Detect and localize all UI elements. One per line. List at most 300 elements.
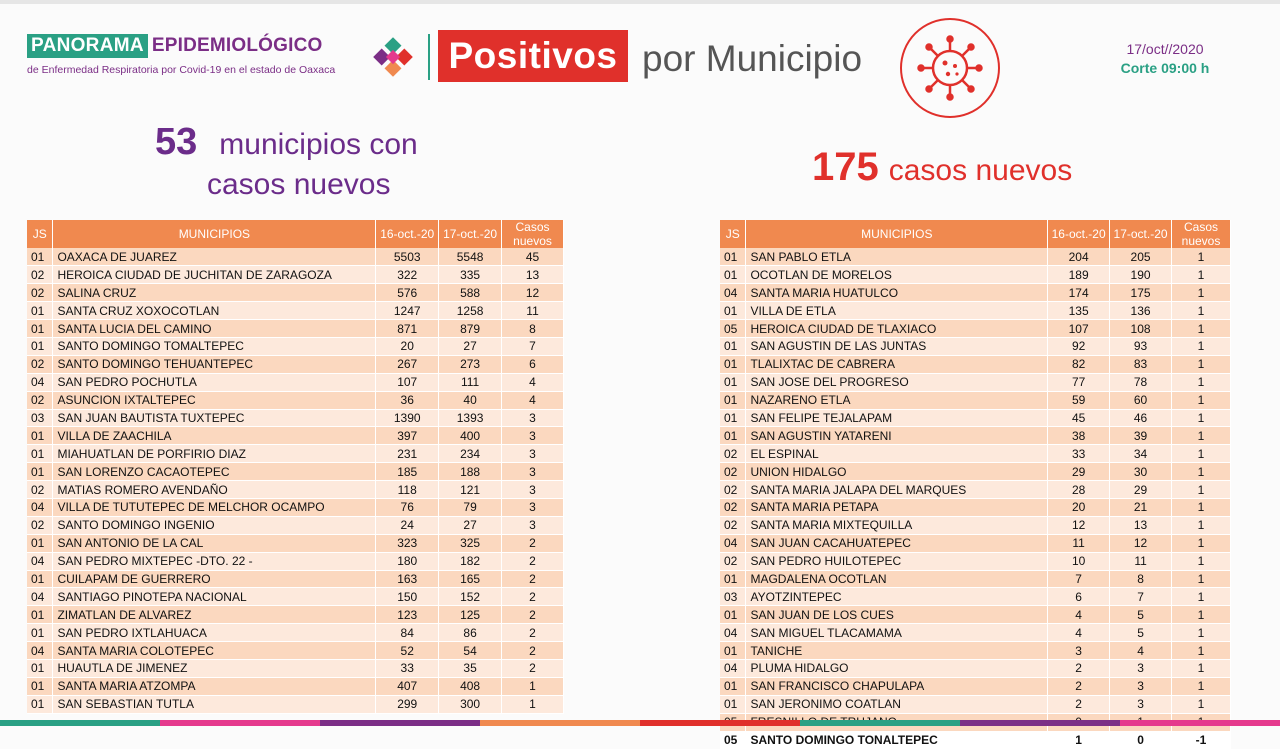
cell-16-oct: 59 — [1048, 391, 1110, 409]
table-row — [720, 570, 1231, 588]
cell-17-oct: 30 — [1110, 463, 1172, 481]
cell-js: 05 — [720, 320, 746, 338]
cell-js: 01 — [720, 427, 746, 445]
cell-js: 01 — [27, 445, 53, 463]
cell-js: 04 — [720, 534, 746, 552]
table-row — [27, 659, 564, 677]
cell-casos-nuevos: 1 — [1172, 677, 1231, 695]
table-row — [27, 481, 564, 499]
cell-js: 02 — [27, 355, 53, 373]
cell-municipio: SAN PEDRO MIXTEPEC -DTO. 22 - — [53, 552, 376, 570]
cell-16-oct: 52 — [376, 642, 439, 660]
cell-16-oct: 5503 — [376, 248, 439, 266]
cell-js: 05 — [720, 731, 746, 749]
table-row — [720, 284, 1231, 302]
cell-16-oct: 10 — [1048, 552, 1110, 570]
cell-casos-nuevos: 1 — [1172, 248, 1231, 266]
table-row — [27, 409, 564, 427]
cell-16-oct: 76 — [376, 498, 439, 516]
title-por-municipio: por Municipio — [642, 38, 863, 79]
table-row — [720, 409, 1231, 427]
cell-17-oct: 125 — [439, 606, 502, 624]
cell-casos-nuevos: 1 — [1172, 355, 1231, 373]
cell-js: 01 — [720, 677, 746, 695]
cell-municipio: ZIMATLAN DE ALVAREZ — [53, 606, 376, 624]
cell-17-oct: 300 — [439, 695, 502, 713]
cell-casos-nuevos: 1 — [1172, 481, 1231, 499]
cell-16-oct: 107 — [1048, 320, 1110, 338]
cell-17-oct: 4 — [1110, 642, 1172, 660]
cell-js: 01 — [720, 695, 746, 713]
cell-17-oct: 234 — [439, 445, 502, 463]
cell-casos-nuevos: 1 — [1172, 516, 1231, 534]
cell-16-oct: 871 — [376, 320, 439, 338]
summary-municipios-text2: casos nuevos — [207, 168, 391, 201]
cell-js: 01 — [720, 606, 746, 624]
table-row — [27, 516, 564, 534]
cutoff-time: Corte 09:00 h — [1120, 60, 1210, 76]
cell-municipio: AYOTZINTEPEC — [746, 588, 1048, 606]
cell-17-oct: 35 — [439, 659, 502, 677]
cell-16-oct: 1390 — [376, 409, 439, 427]
table-row — [720, 498, 1231, 516]
table-row — [720, 516, 1231, 534]
cell-municipio: SANTA MARIA JALAPA DEL MARQUES — [746, 481, 1048, 499]
cell-casos-nuevos: 1 — [1172, 695, 1231, 713]
cell-casos-nuevos: 1 — [1172, 534, 1231, 552]
cell-casos-nuevos: 1 — [1172, 642, 1231, 660]
table-row — [720, 445, 1231, 463]
cell-casos-nuevos: 1 — [1172, 337, 1231, 355]
cell-municipio: SAN ANTONIO DE LA CAL — [53, 534, 376, 552]
cell-17-oct: 27 — [439, 337, 502, 355]
summary-casos-text: casos nuevos — [888, 154, 1073, 187]
table-row — [720, 552, 1231, 570]
cell-municipio: SALINA CRUZ — [53, 284, 376, 302]
cell-17-oct: 325 — [439, 534, 502, 552]
cell-js: 01 — [720, 337, 746, 355]
cell-casos-nuevos: 1 — [1172, 552, 1231, 570]
cell-16-oct: 33 — [1048, 445, 1110, 463]
table-row — [720, 373, 1231, 391]
cell-17-oct: 12 — [1110, 534, 1172, 552]
cell-js: 04 — [720, 624, 746, 642]
cell-municipio: PLUMA HIDALGO — [746, 659, 1048, 677]
cell-16-oct: 231 — [376, 445, 439, 463]
cell-16-oct: 267 — [376, 355, 439, 373]
cell-16-oct: 24 — [376, 516, 439, 534]
cell-17-oct: 588 — [439, 284, 502, 302]
cell-casos-nuevos: 1 — [1172, 588, 1231, 606]
logo-word-panorama: PANORAMA — [27, 34, 148, 58]
col-17-oct: 17-oct.-20 — [439, 220, 502, 248]
cell-js: 03 — [27, 409, 53, 427]
cell-js: 01 — [720, 355, 746, 373]
table-row — [720, 391, 1231, 409]
cell-js: 01 — [720, 248, 746, 266]
cell-municipio: SAN JERONIMO COATLAN — [746, 695, 1048, 713]
cell-17-oct: 108 — [1110, 320, 1172, 338]
cell-js: 01 — [27, 624, 53, 642]
cell-municipio: SAN LORENZO CACAOTEPEC — [53, 463, 376, 481]
cell-js: 01 — [27, 337, 53, 355]
cell-municipio: SAN JUAN BAUTISTA TUXTEPEC — [53, 409, 376, 427]
table-row — [720, 320, 1231, 338]
table-row — [720, 624, 1231, 642]
cell-municipio: SANTA MARIA COLOTEPEC — [53, 642, 376, 660]
cell-16-oct: 6 — [1048, 588, 1110, 606]
cell-17-oct: 29 — [1110, 481, 1172, 499]
cell-16-oct: 397 — [376, 427, 439, 445]
right-municipios-table — [720, 220, 1231, 749]
cell-16-oct: 204 — [1048, 248, 1110, 266]
table-row — [27, 570, 564, 588]
cell-16-oct: 118 — [376, 481, 439, 499]
col-casos-nuevos: Casos nuevos — [1172, 220, 1231, 248]
table-row — [27, 498, 564, 516]
cell-municipio: MIAHUATLAN DE PORFIRIO DIAZ — [53, 445, 376, 463]
table-row — [27, 677, 564, 695]
virus-badge — [900, 18, 1000, 118]
cell-16-oct: 185 — [376, 463, 439, 481]
cell-17-oct: 111 — [439, 373, 502, 391]
cell-municipio: SANTO DOMINGO TONALTEPEC — [746, 731, 1048, 749]
top-border — [0, 0, 1280, 4]
cell-17-oct: 121 — [439, 481, 502, 499]
table-row — [720, 588, 1231, 606]
cell-municipio: OAXACA DE JUAREZ — [53, 248, 376, 266]
cell-js: 01 — [720, 391, 746, 409]
cell-js: 02 — [27, 266, 53, 284]
cell-casos-nuevos: 1 — [1172, 659, 1231, 677]
cell-casos-nuevos: 3 — [502, 516, 564, 534]
cell-casos-nuevos: 2 — [502, 570, 564, 588]
cell-casos-nuevos: 13 — [502, 266, 564, 284]
cell-js: 02 — [720, 463, 746, 481]
cell-17-oct: 34 — [1110, 445, 1172, 463]
cell-casos-nuevos: 6 — [502, 355, 564, 373]
cell-casos-nuevos: 2 — [502, 588, 564, 606]
table-header-row — [27, 220, 564, 248]
cell-municipio: HUAUTLA DE JIMENEZ — [53, 659, 376, 677]
cell-16-oct: 20 — [376, 337, 439, 355]
table-row — [720, 695, 1231, 713]
cell-17-oct: 86 — [439, 624, 502, 642]
cell-municipio: SAN JUAN DE LOS CUES — [746, 606, 1048, 624]
cell-municipio: SAN JUAN CACAHUATEPEC — [746, 534, 1048, 552]
cell-casos-nuevos: 2 — [502, 606, 564, 624]
cell-17-oct: 175 — [1110, 284, 1172, 302]
left-municipios-table — [27, 220, 564, 714]
cell-casos-nuevos: 1 — [502, 677, 564, 695]
cell-municipio: HEROICA CIUDAD DE JUCHITAN DE ZARAGOZA — [53, 266, 376, 284]
cell-municipio: SANTO DOMINGO INGENIO — [53, 516, 376, 534]
cell-17-oct: 5548 — [439, 248, 502, 266]
table-row — [720, 731, 1231, 749]
cell-js: 01 — [720, 302, 746, 320]
cell-municipio: VILLA DE TUTUTEPEC DE MELCHOR OCAMPO — [53, 498, 376, 516]
cell-municipio: SAN AGUSTIN DE LAS JUNTAS — [746, 337, 1048, 355]
cell-17-oct: 1258 — [439, 302, 502, 320]
cell-16-oct: 299 — [376, 695, 439, 713]
cell-js: 01 — [27, 677, 53, 695]
table-row — [27, 624, 564, 642]
col-municipios: MUNICIPIOS — [53, 220, 376, 248]
cell-casos-nuevos: 1 — [1172, 427, 1231, 445]
cell-casos-nuevos: 1 — [1172, 570, 1231, 588]
cell-municipio: SAN MIGUEL TLACAMAMA — [746, 624, 1048, 642]
table-row — [720, 266, 1231, 284]
cell-js: 03 — [720, 588, 746, 606]
cell-js: 01 — [27, 302, 53, 320]
cell-municipio: OCOTLAN DE MORELOS — [746, 266, 1048, 284]
cell-16-oct: 2 — [1048, 677, 1110, 695]
cell-17-oct: 879 — [439, 320, 502, 338]
header-divider — [428, 34, 430, 80]
report-date: 17/oct//2020 — [1126, 41, 1204, 57]
cell-casos-nuevos: 1 — [1172, 498, 1231, 516]
cell-17-oct: 408 — [439, 677, 502, 695]
cell-17-oct: 79 — [439, 498, 502, 516]
table-row — [27, 266, 564, 284]
cell-17-oct: 190 — [1110, 266, 1172, 284]
bottom-color-bar — [0, 720, 1280, 726]
cell-casos-nuevos: 11 — [502, 302, 564, 320]
cell-js: 01 — [27, 570, 53, 588]
table-row — [27, 373, 564, 391]
title-positivos: Positivos — [438, 30, 628, 82]
cell-17-oct: 400 — [439, 427, 502, 445]
cell-17-oct: 8 — [1110, 570, 1172, 588]
cell-municipio: SAN AGUSTIN YATARENI — [746, 427, 1048, 445]
cell-17-oct: 27 — [439, 516, 502, 534]
cell-js: 02 — [27, 284, 53, 302]
table-row — [27, 588, 564, 606]
cell-16-oct: 84 — [376, 624, 439, 642]
cell-17-oct: 54 — [439, 642, 502, 660]
cell-municipio: VILLA DE ZAACHILA — [53, 427, 376, 445]
cell-casos-nuevos: -1 — [1172, 731, 1231, 749]
virus-icon — [915, 33, 985, 103]
cell-municipio: SANTA MARIA HUATULCO — [746, 284, 1048, 302]
cell-casos-nuevos: 2 — [502, 642, 564, 660]
cell-js: 01 — [27, 534, 53, 552]
table-row — [720, 677, 1231, 695]
cell-17-oct: 5 — [1110, 624, 1172, 642]
table-row — [27, 695, 564, 713]
cell-municipio: MATIAS ROMERO AVENDAÑO — [53, 481, 376, 499]
cell-js: 01 — [27, 427, 53, 445]
cell-16-oct: 7 — [1048, 570, 1110, 588]
table-row — [27, 534, 564, 552]
cell-casos-nuevos: 1 — [1172, 302, 1231, 320]
cell-js: 02 — [720, 481, 746, 499]
cell-16-oct: 1247 — [376, 302, 439, 320]
cell-16-oct: 33 — [376, 659, 439, 677]
cell-js: 01 — [720, 642, 746, 660]
cell-casos-nuevos: 8 — [502, 320, 564, 338]
cell-17-oct: 60 — [1110, 391, 1172, 409]
cell-16-oct: 123 — [376, 606, 439, 624]
cell-17-oct: 1393 — [439, 409, 502, 427]
cell-17-oct: 46 — [1110, 409, 1172, 427]
cell-casos-nuevos: 1 — [1172, 445, 1231, 463]
cell-municipio: TANICHE — [746, 642, 1048, 660]
cell-casos-nuevos: 3 — [502, 409, 564, 427]
table-row — [720, 337, 1231, 355]
cell-17-oct: 205 — [1110, 248, 1172, 266]
table-row — [720, 427, 1231, 445]
cell-js: 01 — [720, 409, 746, 427]
cell-16-oct: 2 — [1048, 659, 1110, 677]
cell-17-oct: 152 — [439, 588, 502, 606]
cell-16-oct: 29 — [1048, 463, 1110, 481]
cell-js: 04 — [720, 284, 746, 302]
cell-17-oct: 188 — [439, 463, 502, 481]
cell-municipio: SAN PEDRO HUILOTEPEC — [746, 552, 1048, 570]
cell-casos-nuevos: 1 — [1172, 284, 1231, 302]
cell-17-oct: 3 — [1110, 677, 1172, 695]
cell-municipio: SANTO DOMINGO TOMALTEPEC — [53, 337, 376, 355]
cell-municipio: SAN JOSE DEL PROGRESO — [746, 373, 1048, 391]
cell-js: 01 — [27, 659, 53, 677]
cell-16-oct: 323 — [376, 534, 439, 552]
cell-16-oct: 174 — [1048, 284, 1110, 302]
cell-16-oct: 45 — [1048, 409, 1110, 427]
cell-js: 04 — [27, 373, 53, 391]
cell-js: 02 — [27, 516, 53, 534]
cell-17-oct: 3 — [1110, 659, 1172, 677]
table-row — [720, 606, 1231, 624]
cell-16-oct: 150 — [376, 588, 439, 606]
summary-municipios — [155, 122, 465, 205]
cell-js: 01 — [27, 606, 53, 624]
cell-16-oct: 576 — [376, 284, 439, 302]
summary-casos-number: 175 — [812, 145, 879, 189]
panorama-logo — [27, 34, 427, 80]
cell-municipio: ASUNCION IXTALTEPEC — [53, 391, 376, 409]
cell-17-oct: 78 — [1110, 373, 1172, 391]
cell-17-oct: 0 — [1110, 731, 1172, 749]
table-row — [720, 302, 1231, 320]
cell-js: 01 — [720, 266, 746, 284]
cell-municipio: SANTA MARIA MIXTEQUILLA — [746, 516, 1048, 534]
cell-js: 01 — [27, 463, 53, 481]
cell-16-oct: 82 — [1048, 355, 1110, 373]
cell-17-oct: 165 — [439, 570, 502, 588]
cell-casos-nuevos: 1 — [502, 695, 564, 713]
table-row — [27, 463, 564, 481]
cell-js: 04 — [27, 642, 53, 660]
cell-casos-nuevos: 3 — [502, 427, 564, 445]
cell-casos-nuevos: 3 — [502, 498, 564, 516]
cell-js: 02 — [27, 391, 53, 409]
col-js: JS — [27, 220, 53, 248]
cell-js: 01 — [720, 373, 746, 391]
cell-municipio: CUILAPAM DE GUERRERO — [53, 570, 376, 588]
table-row — [27, 355, 564, 373]
cell-casos-nuevos: 1 — [1172, 373, 1231, 391]
col-16-oct: 16-oct.-20 — [1048, 220, 1110, 248]
cell-municipio: SANTIAGO PINOTEPA NACIONAL — [53, 588, 376, 606]
cell-municipio: SANTA MARIA ATZOMPA — [53, 677, 376, 695]
cell-17-oct: 39 — [1110, 427, 1172, 445]
col-casos-nuevos: Casos nuevos — [502, 220, 564, 248]
cell-casos-nuevos: 3 — [502, 463, 564, 481]
cell-16-oct: 180 — [376, 552, 439, 570]
cell-17-oct: 21 — [1110, 498, 1172, 516]
table-row — [27, 284, 564, 302]
cell-16-oct: 92 — [1048, 337, 1110, 355]
cell-municipio: NAZARENO ETLA — [746, 391, 1048, 409]
table-row — [27, 427, 564, 445]
cell-16-oct: 322 — [376, 266, 439, 284]
table-row — [720, 463, 1231, 481]
table-row — [720, 534, 1231, 552]
cell-16-oct: 4 — [1048, 606, 1110, 624]
cell-16-oct: 12 — [1048, 516, 1110, 534]
cell-17-oct: 40 — [439, 391, 502, 409]
cell-16-oct: 407 — [376, 677, 439, 695]
cell-js: 04 — [27, 588, 53, 606]
cell-casos-nuevos: 1 — [1172, 266, 1231, 284]
table-row — [720, 248, 1231, 266]
cell-municipio: UNION HIDALGO — [746, 463, 1048, 481]
cell-casos-nuevos: 12 — [502, 284, 564, 302]
table-row — [27, 552, 564, 570]
cell-js: 04 — [27, 552, 53, 570]
cell-js: 04 — [720, 659, 746, 677]
cell-casos-nuevos: 1 — [1172, 606, 1231, 624]
cell-municipio: SAN PABLO ETLA — [746, 248, 1048, 266]
cell-16-oct: 107 — [376, 373, 439, 391]
cell-js: 01 — [720, 570, 746, 588]
cell-16-oct: 1 — [1048, 731, 1110, 749]
cell-17-oct: 3 — [1110, 695, 1172, 713]
cell-16-oct: 28 — [1048, 481, 1110, 499]
cell-16-oct: 163 — [376, 570, 439, 588]
cell-municipio: SANTA LUCIA DEL CAMINO — [53, 320, 376, 338]
cell-16-oct: 36 — [376, 391, 439, 409]
table-row — [720, 481, 1231, 499]
cell-casos-nuevos: 3 — [502, 445, 564, 463]
cell-casos-nuevos: 1 — [1172, 391, 1231, 409]
cell-16-oct: 3 — [1048, 642, 1110, 660]
cell-js: 01 — [27, 695, 53, 713]
cell-municipio: MAGDALENA OCOTLAN — [746, 570, 1048, 588]
logo-word-epidemiologico: EPIDEMIOLÓGICO — [151, 35, 323, 56]
table-row — [720, 642, 1231, 660]
cell-casos-nuevos: 4 — [502, 373, 564, 391]
cell-16-oct: 20 — [1048, 498, 1110, 516]
cell-17-oct: 273 — [439, 355, 502, 373]
cell-casos-nuevos: 1 — [1172, 463, 1231, 481]
cell-17-oct: 136 — [1110, 302, 1172, 320]
cell-casos-nuevos: 2 — [502, 659, 564, 677]
cell-municipio: VILLA DE ETLA — [746, 302, 1048, 320]
cell-17-oct: 335 — [439, 266, 502, 284]
table-row — [27, 606, 564, 624]
table-row — [27, 302, 564, 320]
cell-casos-nuevos: 3 — [502, 481, 564, 499]
cell-casos-nuevos: 2 — [502, 534, 564, 552]
col-js: JS — [720, 220, 746, 248]
cell-16-oct: 2 — [1048, 695, 1110, 713]
cell-casos-nuevos: 4 — [502, 391, 564, 409]
cell-js: 01 — [27, 248, 53, 266]
table-row — [27, 337, 564, 355]
cell-17-oct: 182 — [439, 552, 502, 570]
